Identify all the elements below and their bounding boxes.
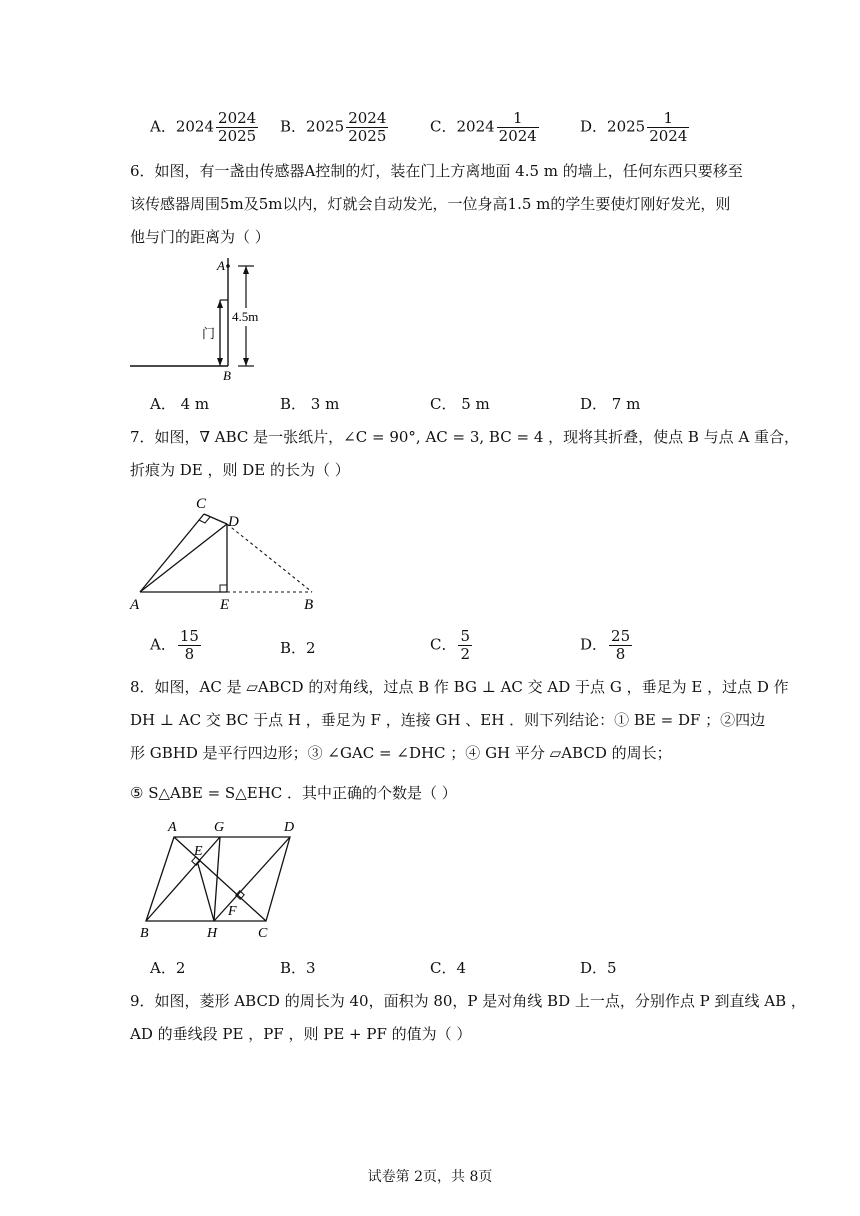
q9-text-line1: 9．如图，菱形 ABCD 的周长为 40，面积为 80，P 是对角线 BD 上一点，分别作点 P 到直线 AB ， bbox=[130, 992, 806, 1010]
door-label: 门 bbox=[202, 326, 216, 341]
q7-option-b: B．2 bbox=[280, 639, 316, 657]
label-a: A bbox=[130, 597, 140, 613]
q8-option-d: D．5 bbox=[580, 959, 617, 977]
q7-option-c: C． $\frac{5}{2}$ bbox=[430, 627, 471, 663]
q8-option-b: B．3 bbox=[280, 959, 316, 977]
q7-text-line2: 折痕为 DE ，则 DE 的长为（ ） bbox=[130, 461, 350, 479]
q6-option-d: D． 7 m bbox=[580, 395, 641, 413]
label-c: C bbox=[258, 926, 268, 941]
q7-text-line1: 7．如图，∇ ABC 是一张纸片，∠C = 90°, AC = 3, BC = 4 ，现将其折叠，使点 B 与点 A 重合， bbox=[130, 428, 800, 446]
label-a: A bbox=[217, 258, 225, 273]
label-d: D bbox=[284, 820, 295, 835]
q9-text-line2: AD 的垂线段 PE ，PF ，则 PE + PF 的值为（ ） bbox=[130, 1025, 472, 1043]
q6-option-a: A． 4 m bbox=[150, 395, 210, 413]
q8-text-line1: 8．如图，AC 是 ▱ABCD 的对角线，过点 B 作 BG ⊥ AC 交 AD 于点 G ，垂足为 E ，过点 D 作 bbox=[130, 678, 789, 696]
q5-option-b: B．2025 $\frac{2024}{2025}$ bbox=[280, 109, 387, 145]
door-arrow-up bbox=[217, 300, 223, 308]
label-f: F bbox=[228, 904, 237, 919]
q8-text-line2: DH ⊥ AC 交 BC 于点 H ，垂足为 F ，连接 GH 、EH ．则下列结论：① BE = DF ；②四边 bbox=[130, 711, 766, 729]
q8-text-line3: 形 GBHD 是平行四边形；③ ∠GAC = ∠DHC ；④ GH 平分 ▱ABCD 的周长； bbox=[130, 744, 672, 762]
label-e: E bbox=[220, 597, 230, 613]
q6-option-b: B． 3 m bbox=[280, 395, 340, 413]
segment-ad bbox=[140, 524, 227, 592]
segment-cd bbox=[204, 514, 227, 524]
height-label: 4.5m bbox=[232, 309, 259, 324]
right-angle-e bbox=[220, 585, 227, 592]
q5-option-d: D．2025 $\frac{1}{2024}$ bbox=[580, 109, 688, 145]
q6-figure bbox=[120, 250, 280, 385]
sensor-point bbox=[226, 264, 230, 268]
parallelogram-abcd bbox=[146, 837, 290, 921]
label-b: B bbox=[140, 926, 149, 941]
q8-option-a: A．2 bbox=[150, 959, 186, 977]
q6-text-line1: 6．如图，有一盏由传感器A控制的灯，装在门上方离地面 4.5 m 的墙上，任何东西只要移至 bbox=[130, 162, 743, 180]
q6-text-line2: 该传感器周围5m及5m以内，灯就会自动发光，一位身高1.5 m的学生要使灯刚好发光，则 bbox=[130, 195, 731, 213]
q7-option-d: D． $\frac{25}{8}$ bbox=[580, 627, 631, 663]
q8-figure bbox=[130, 815, 310, 945]
segment-eh bbox=[198, 864, 214, 921]
q7-option-a: A． $\frac{15}{8}$ bbox=[150, 627, 199, 663]
segment-db-dashed bbox=[227, 524, 312, 592]
label-a: A bbox=[168, 820, 177, 835]
segment-ac bbox=[140, 514, 204, 592]
q6-text-line3: 他与门的距离为（ ） bbox=[130, 228, 270, 246]
q5-option-a: A．2024 $\frac{2024}{2025}$ bbox=[150, 109, 257, 145]
label-b: B bbox=[223, 368, 231, 383]
q8-option-c: C．4 bbox=[430, 959, 467, 977]
label-h: H bbox=[207, 926, 218, 941]
q8-text-line4: ⑤ S△ABE = S△EHC ．其中正确的个数是（ ） bbox=[130, 784, 457, 802]
q5-option-c: C．2024 $\frac{1}{2024}$ bbox=[430, 109, 537, 145]
page-footer: 试卷第 2页，共 8页 bbox=[367, 1169, 493, 1185]
label-e: E bbox=[194, 844, 203, 859]
q7-figure bbox=[120, 490, 340, 615]
q6-option-c: C． 5 m bbox=[430, 395, 490, 413]
door-arrow-down bbox=[217, 358, 223, 366]
segment-bg bbox=[146, 837, 220, 921]
label-g: G bbox=[214, 820, 225, 835]
label-b: B bbox=[304, 597, 314, 613]
label-c: C bbox=[196, 496, 207, 512]
label-d: D bbox=[228, 514, 239, 530]
